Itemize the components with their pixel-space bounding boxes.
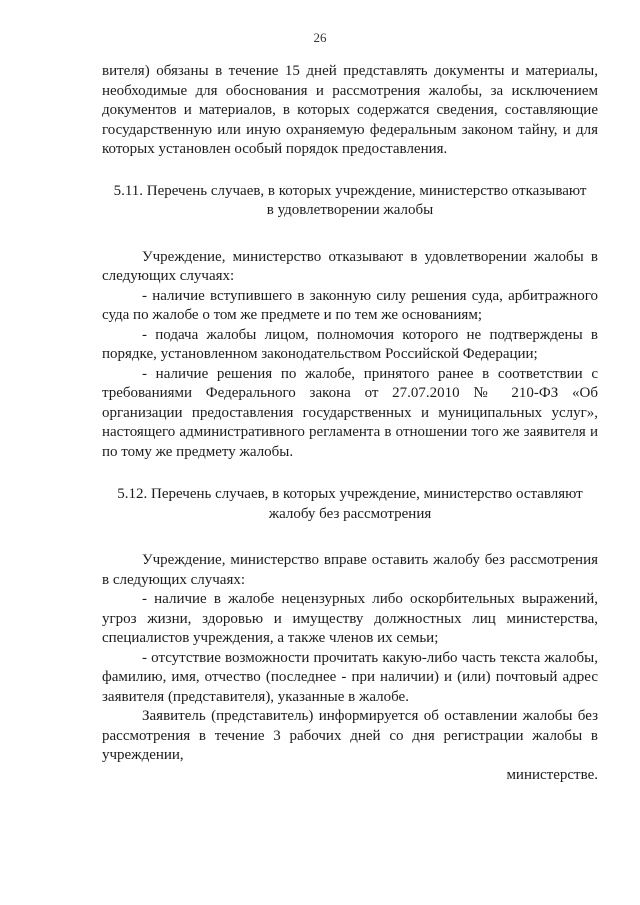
section-5-11-item: - подача жалобы лицом, полномочия которого не подтверждены в порядке, установленном законодательством Российской Федерации; [102,326,598,362]
section-5-12-closing-tail: министерстве. [506,766,598,783]
section-5-11 [102,182,598,463]
section-5-12-item: - отсутствие возможности прочитать какую-либо часть текста жалобы, фамилию, имя, отчество (последнее - при наличии) и (или) почтовый адрес заявителя (представителя), указанные в жалобе. [102,649,598,705]
section-5-12-heading: 5.12. Перечень случаев, в которых учреждение, министерство оставляют жалобу без рассмотрения [117,486,583,522]
section-5-12-lead: Учреждение, министерство вправе оставить жалобу без рассмотрения в следующих случаях: [102,552,598,588]
section-5-11-item: - наличие вступившего в законную силу решения суда, арбитражного суда по жалобе о том же предмете и по тем же основаниям; [102,287,598,323]
document-body [102,62,598,785]
section-5-12-item: - наличие в жалобе нецензурных либо оскорбительных выражений, угроз жизни, здоровью и имуществу должностных лиц министерства, специалистов учреждения, а также членов их семьи; [102,591,598,646]
page-number: 26 [313,30,327,45]
section-5-12-closing-tail-row [102,766,598,786]
section-5-11-lead: Учреждение, министерство отказывают в удовлетворении жалобы в следующих случаях: [102,248,598,284]
section-5-11-item: - наличие решения по жалобе, принятого ранее в соответствии с требованиями Федерального закона от 27.07.2010 № 210-ФЗ «Об организации предоставления государственных и муниципальных услуг», настоящего административного регламента в отношении того же заявителя и по тому же предмету жалобы. [102,365,598,460]
section-5-11-heading: 5.11. Перечень случаев, в которых учреждение, министерство отказывают в удовлетворении жалобы [113,182,587,218]
section-5-12-closing: Заявитель (представитель) информируется об оставлении жалобы без рассмотрения в течение 3 рабочих дней со дня регистрации жалобы в учреждении, [102,708,598,763]
section-5-12 [102,485,598,785]
intro-paragraph: вителя) обязаны в течение 15 дней представлять документы и материалы, необходимые для обоснования и рассмотрения жалобы, за исключением документов и материалов, в которых содержатся сведения, составляющие государственную или иную охраняемую федеральным законом тайну, и для которых установлен особый порядок предоставления. [102,63,598,157]
